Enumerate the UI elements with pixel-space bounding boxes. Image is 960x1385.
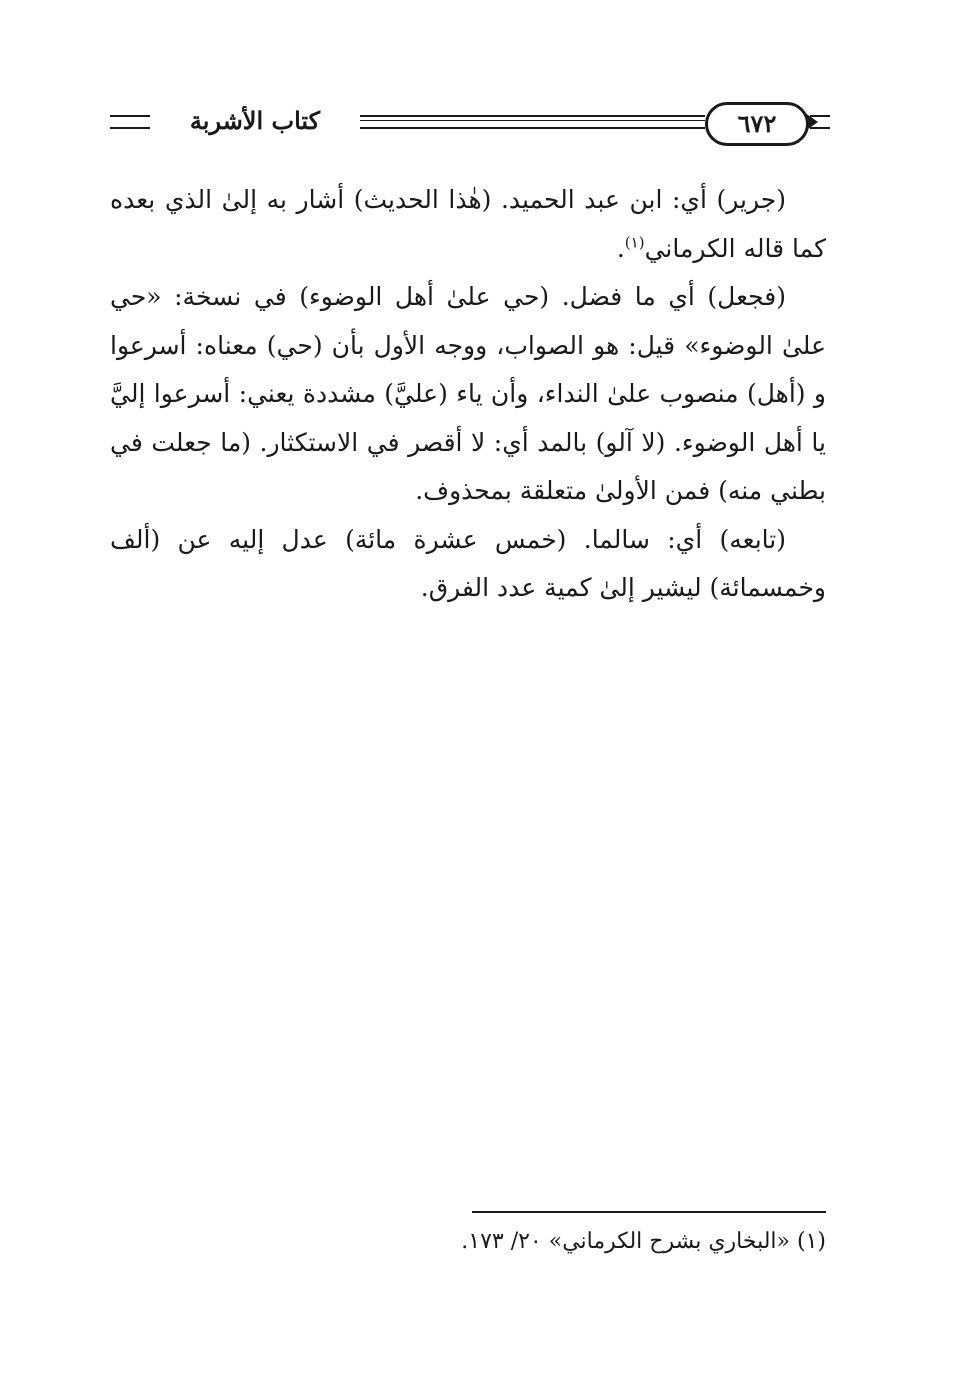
header-rule-center-frame — [360, 115, 705, 129]
footnote-marker: (١) — [624, 233, 645, 252]
paragraph — [110, 176, 826, 273]
header-rule-left — [110, 115, 150, 129]
paragraph: (تابعه) أي: سالما. (خمس عشرة مائة) عدل إليه عن (ألف وخمسمائة) ليشير إلىٰ كمية عدد الفرق. — [110, 524, 826, 602]
page-header — [110, 98, 830, 148]
footnote: (١) «البخاري بشرح الكرماني» ٢٠/ ١٧٣. — [461, 1229, 826, 1254]
main-text — [110, 176, 826, 613]
page-number: ٦٧٢ — [705, 102, 809, 146]
running-title: كتاب الأشربة — [189, 106, 321, 135]
paragraph: (فجعل) أي ما فضل. (حي علىٰ أهل الوضوء) في نسخة: «حي علىٰ الوضوء» قيل: هو الصواب، ووجه الأول بأن (حي) معناه: أسرعوا و (أهل) منصوب علىٰ النداء، وأن ياء (عليَّ) مشددة يعني: أسرعوا إليَّ يا أهل الوضوء. (لا آلو) بالمد أي: لا أقصر في الاستكثار. (ما جعلت في بطني منه) فمن الأولىٰ متعلقة بمحذوف. — [110, 282, 826, 505]
paragraph-end: . — [616, 233, 625, 263]
footnote-separator — [472, 1211, 826, 1213]
paragraph-text: (جرير) أي: ابن عبد الحميد. (هٰذا الحديث) أشار به إلىٰ الذي بعده كما قاله الكرماني — [110, 185, 826, 263]
